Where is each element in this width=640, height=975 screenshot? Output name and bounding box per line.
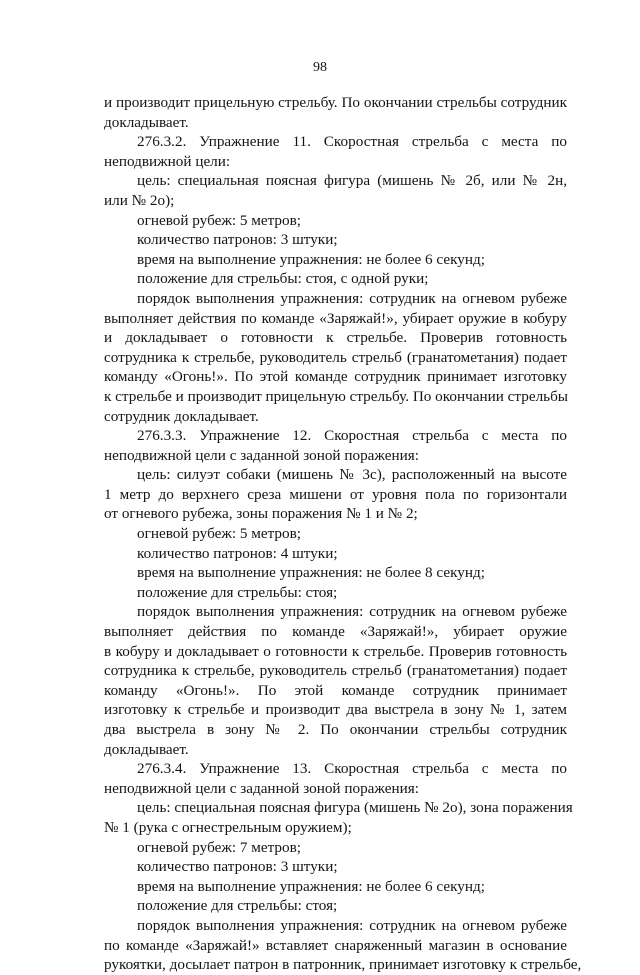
text-line: время на выполнение упражнения: не более 8 секунд;: [137, 564, 485, 582]
text-line: докладывает.: [104, 113, 189, 131]
text-line: изготовку к стрельбе и производит два выстрела в зону № 1, затем: [104, 701, 567, 719]
text-line: цель: силуэт собаки (мишень № 3с), расположенный на высоте: [137, 466, 567, 484]
text-line: сотрудник докладывает.: [104, 407, 259, 425]
text-line: неподвижной цели:: [104, 152, 231, 170]
text-line: цель: специальная поясная фигура (мишень № 2о), зона поражения: [137, 799, 573, 817]
text-line: огневой рубеж: 5 метров;: [137, 525, 301, 543]
text-line: огневой рубеж: 5 метров;: [137, 211, 301, 229]
text-line: положение для стрельбы: стоя;: [137, 583, 338, 601]
text-line: команду «Огонь!». По этой команде сотрудник принимает: [104, 681, 567, 699]
text-line: неподвижной цели с заданной зоной поражения:: [104, 446, 419, 464]
text-line: № 1 (рука с огнестрельным оружием);: [104, 818, 352, 836]
text-line: 276.3.3. Упражнение 12. Скоростная стрельба с места по: [137, 427, 567, 445]
text-line: количество патронов: 4 штуки;: [137, 544, 338, 562]
text-line: или № 2о);: [104, 191, 175, 209]
text-line: выполняет действия по команде «Заряжай!», убирает оружие: [104, 623, 567, 641]
text-line: команду «Огонь!». По этой команде сотрудник принимает изготовку: [104, 368, 567, 386]
text-line: выполняет действия по команде «Заряжай!», убирает оружие в кобуру: [104, 309, 567, 327]
text-line: 276.3.4. Упражнение 13. Скоростная стрельба с места по: [137, 760, 567, 778]
text-line: и докладывает о готовности к стрельбе. Проверив готовность: [104, 329, 567, 347]
text-line: огневой рубеж: 7 метров;: [137, 838, 301, 856]
text-line: 276.3.2. Упражнение 11. Скоростная стрельба с места по: [137, 133, 567, 151]
text-line: сотрудника к стрельбе, руководитель стрельб (гранатометания) подает: [104, 662, 567, 680]
text-line: сотрудника к стрельбе, руководитель стрельб (гранатометания) подает: [104, 348, 567, 366]
text-line: 1 метр до верхнего среза мишени от уровня пола по горизонтали: [104, 485, 567, 503]
text-line: по команде «Заряжай!» вставляет снаряженный магазин в основание: [104, 936, 567, 954]
text-line: от огневого рубежа, зоны поражения № 1 и № 2;: [104, 505, 418, 523]
text-line: положение для стрельбы: стоя;: [137, 897, 338, 915]
text-line: в кобуру и докладывает о готовности к стрельбе. Проверив готовность: [104, 642, 567, 660]
page-number: 98: [313, 60, 327, 75]
text-line: порядок выполнения упражнения: сотрудник на огневом рубеже: [137, 916, 567, 934]
text-line: два выстрела в зону № 2. По окончании стрельбы сотрудник: [104, 721, 567, 738]
text-line: и производит прицельную стрельбу. По окончании стрельбы сотрудник: [104, 94, 567, 111]
text-line: докладывает.: [104, 740, 189, 758]
text-line: количество патронов: 3 штуки;: [137, 858, 338, 876]
document-body: [104, 93, 582, 975]
text-line: порядок выполнения упражнения: сотрудник на огневом рубеже: [137, 289, 567, 307]
text-line: рукоятки, досылает патрон в патронник, принимает изготовку к стрельбе,: [104, 956, 582, 974]
text-line: время на выполнение упражнения: не более 6 секунд;: [137, 877, 485, 895]
text-line: количество патронов: 3 штуки;: [137, 231, 338, 249]
text-line: порядок выполнения упражнения: сотрудник на огневом рубеже: [137, 603, 567, 621]
text-line: неподвижной цели с заданной зоной поражения:: [104, 779, 419, 797]
text-line: положение для стрельбы: стоя, с одной руки;: [137, 270, 429, 288]
text-line: к стрельбе и производит прицельную стрельбу. По окончании стрельбы: [104, 387, 569, 405]
text-line: время на выполнение упражнения: не более 6 секунд;: [137, 250, 485, 268]
text-line: цель: специальная поясная фигура (мишень № 2б, или № 2н,: [137, 172, 567, 190]
